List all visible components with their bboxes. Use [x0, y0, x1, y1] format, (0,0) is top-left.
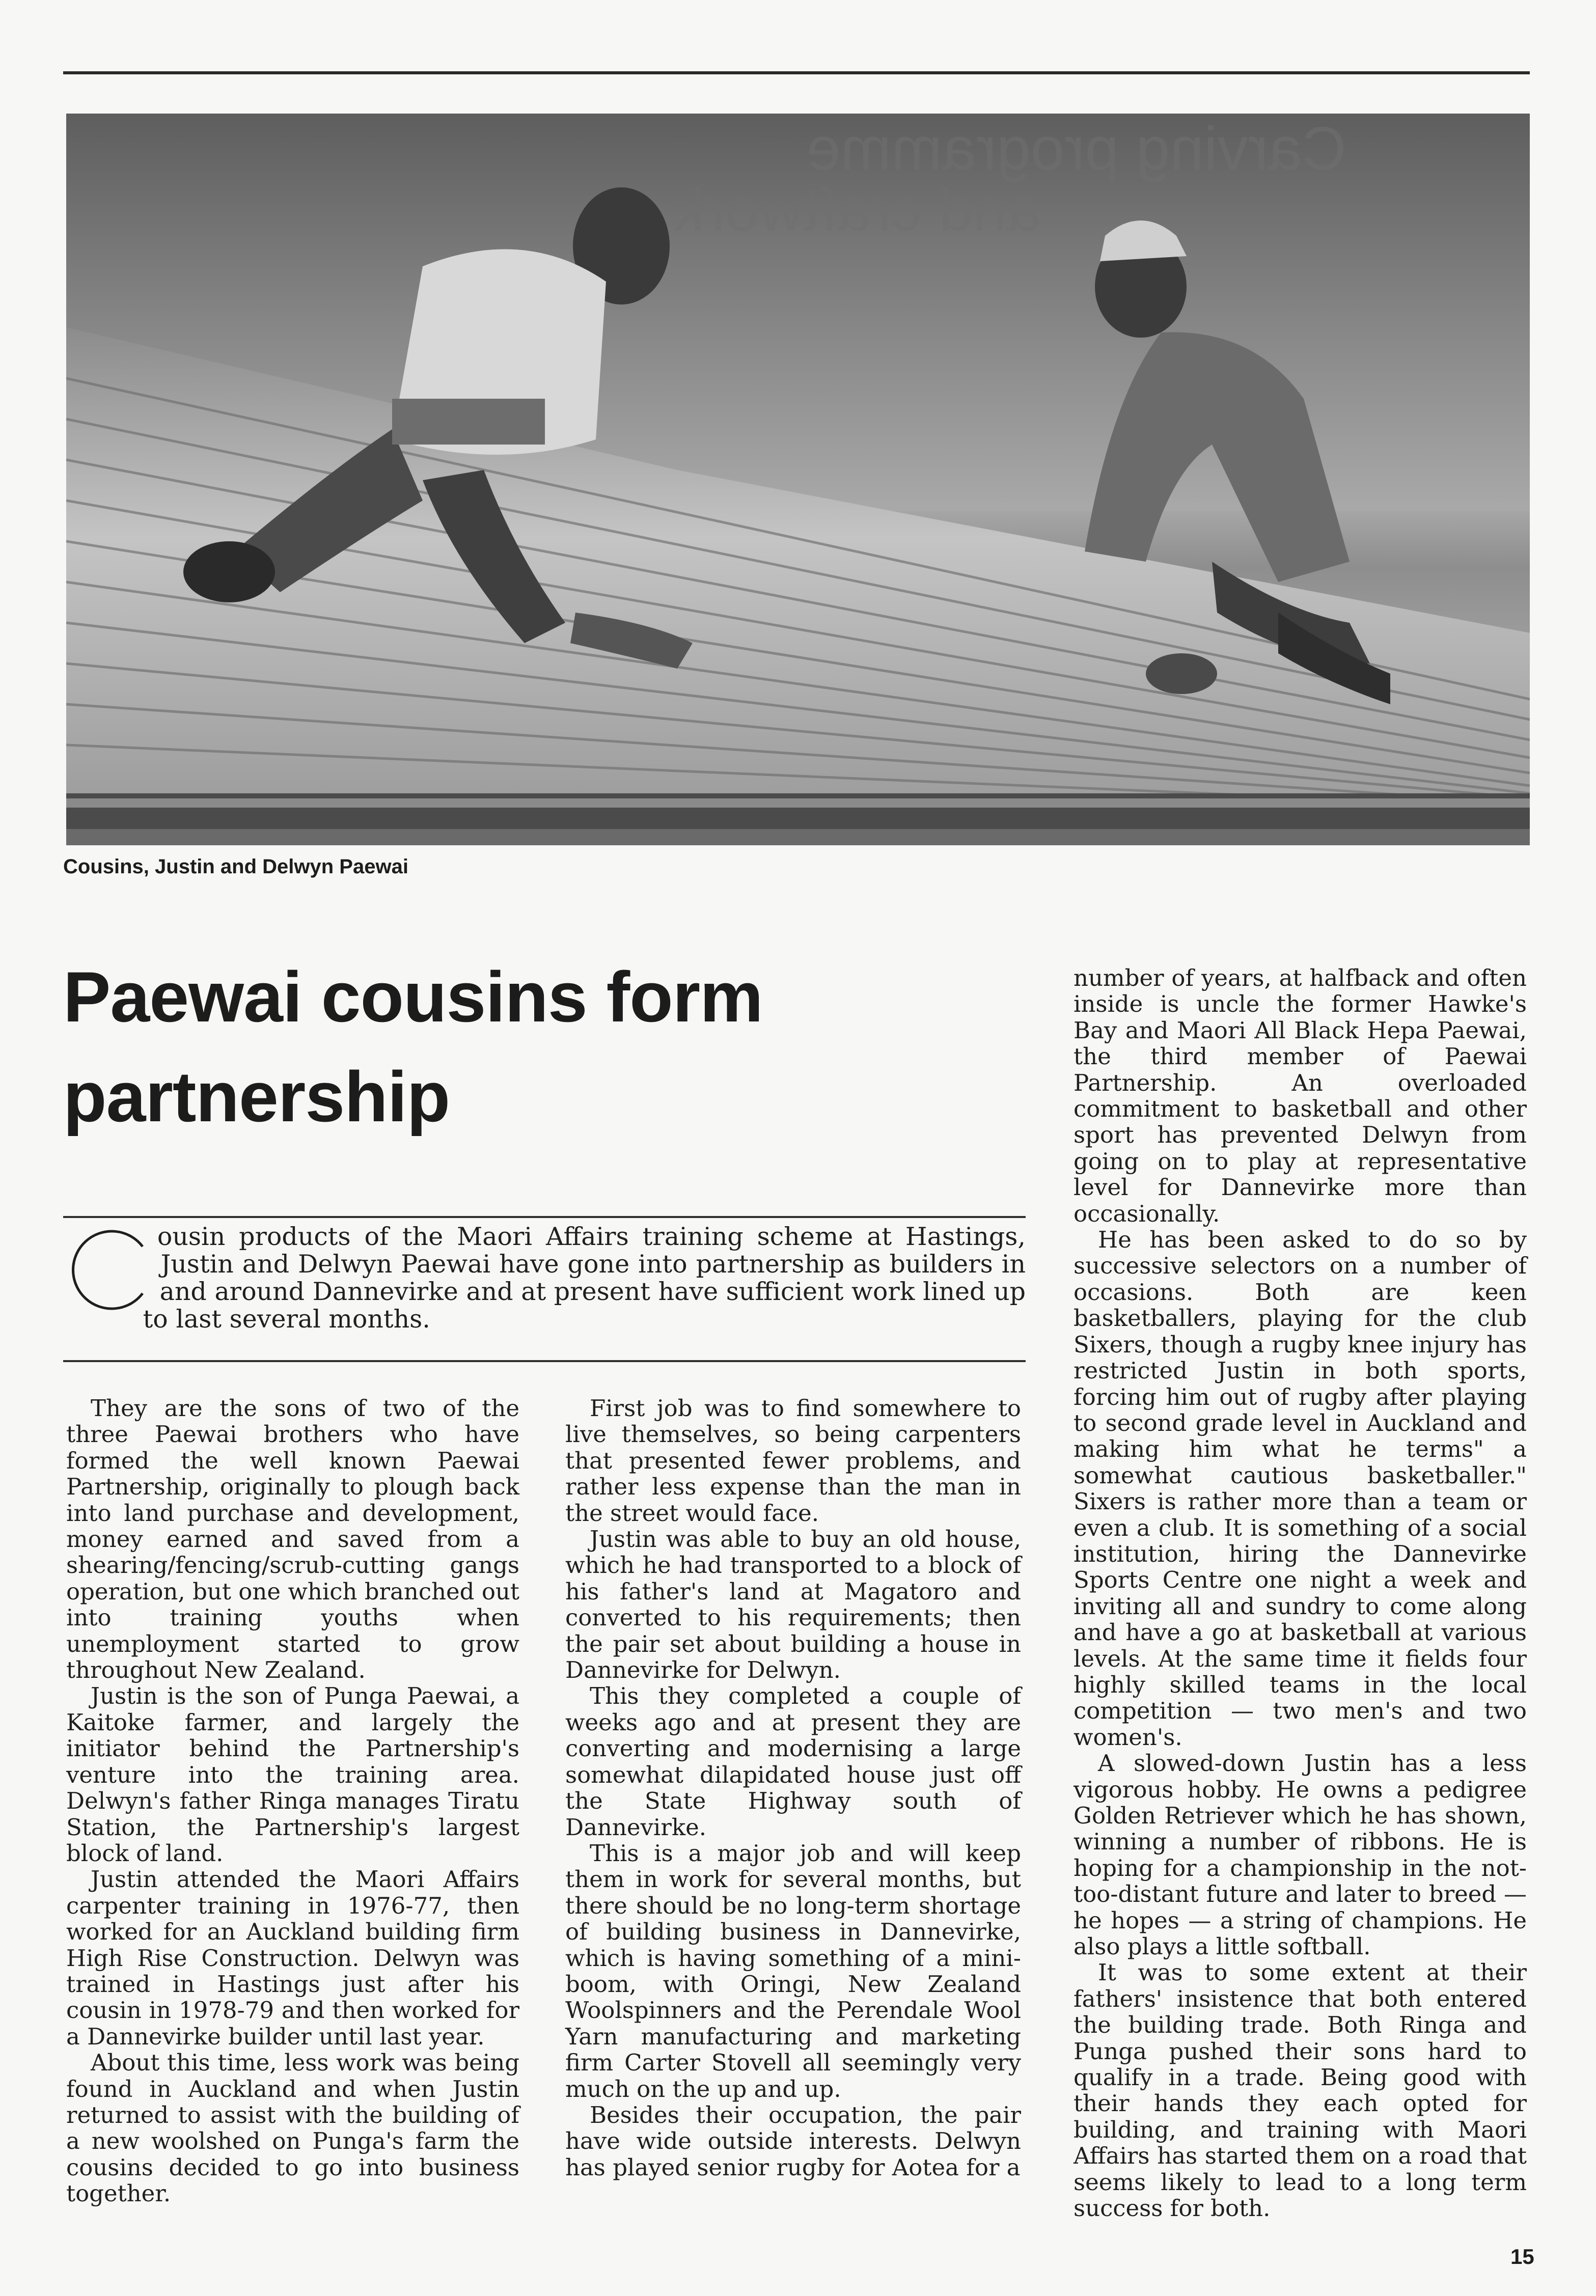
paragraph: Justin was able to buy an old house, which he had transported to a block of his father's land at Magatoro and converted to his requirements; then the pair set about building a house in Dannevirke for Delwyn. [565, 1526, 1021, 1684]
faint-through-text-line-2: and craftwork [674, 176, 1041, 244]
dropcap-letter: C [84, 1226, 139, 1305]
intro-top-rule [63, 1216, 1026, 1218]
article-column-3 [1074, 965, 1527, 2222]
intro-text: ousin products of the Maori Affairs training scheme at Hastings, Justin and Delwyn Paewai have gone into partnership as builders in and around Dannevirke and at present have sufficient work lined up to last several months. [143, 1222, 1026, 1334]
paragraph: First job was to find somewhere to live themselves, so being carpenters that presented fewer problems, and rather less expense than the man in the street would face. [565, 1395, 1021, 1527]
paragraph: They are the sons of two of the three Paewai brothers who have formed the well known Paewai Partnership, originally to plough back into land purchase and development, money earned and saved from a shearing/fencing/scrub-cutting gangs operation, but one which branched out into training youths when unemployment started to grow throughout New Zealand. [66, 1395, 519, 1684]
page-number: 15 [1510, 2245, 1534, 2269]
top-rule [63, 71, 1530, 74]
paragraph: Justin attended the Maori Affairs carpenter training in 1976-77, then worked for an Auckland building firm High Rise Construction. Delwyn was trained in Hastings just after his cousin in 1978-79 and then worked for a Dannevirke builder until last year. [66, 1866, 519, 2050]
paragraph: It was to some extent at their fathers' insistence that both entered the building trade. Both Ringa and Punga pushed their sons hard to qualify in a trade. Being good with their hands they each opted for building, and training with Maori Affairs has started them on a road that seems likely to lead to a long term success for both. [1074, 1959, 1527, 2222]
article-column-1 [66, 1395, 519, 2207]
dropcap [67, 1226, 155, 1314]
paragraph: number of years, at halfback and often inside is uncle the former Hawke's Bay and Maori All Black Hepa Paewai, the third member of Paewai Partnership. An overloaded commitment to basketball and other sport has prevented Delwyn from going on to play at representative level for Dannevirke more than occasionally. [1074, 964, 1527, 1227]
article-intro [63, 1223, 1026, 1333]
paragraph: He has been asked to do so by successive selectors on a number of occasions. Both are keen basketballers, playing for the club Sixers, though a rugby knee injury has restricted Justin in both sports, forcing him out of rugby after playing to second grade level in Auckland and making him what he terms" a somewhat cautious basketballer." Sixers is rather more than a team or even a club. It is something of a social institution, hiring the Dannevirke Sports Centre one night a week and inviting all and sundry to come along and have a go at basketball at various levels. At the same time it fields four highly skilled teams in the local competition — two men's and two women's. [1074, 1226, 1527, 1751]
intro-bottom-rule [63, 1360, 1026, 1362]
paragraph: A slowed-down Justin has a less vigorous hobby. He owns a pedigree Golden Retriever which he has shown, winning a number of ribbons. He is hoping for a championship in the not-too-distant future and later to breed — he hopes — a string of champions. He also plays a little softball. [1074, 1750, 1527, 1960]
article-photo [66, 114, 1530, 845]
paragraph: This they completed a couple of weeks ago and at present they are converting and modernising a large somewhat dilapidated house just off the State Highway south of Dannevirke. [565, 1682, 1021, 1841]
article-column-2 [565, 1395, 1021, 2180]
faint-through-text-line-1: Carving programme [806, 115, 1346, 183]
paragraph: This is a major job and will keep them in work for several months, but there should be no long-term shortage of building business in Dannevirke, which is having something of a mini-boom, with Oringi, New Zealand Woolspinners and the Perendale Wool Yarn manufacturing and marketing firm Carter Stovell all seemingly very much on the up and up. [565, 1839, 1021, 2103]
photo-caption: Cousins, Justin and Delwyn Paewai [63, 855, 408, 878]
paragraph: Justin is the son of Punga Paewai, a Kaitoke farmer, and largely the initiator behind the Partnership's venture into the training area. Delwyn's father Ringa manages Tiratu Station, the Partnership's largest block of land. [66, 1682, 519, 1867]
paragraph: About this time, less work was being found in Auckland and when Justin returned to assist with the building of a new woolshed on Punga's farm the cousins decided to go into business together. [66, 2049, 519, 2207]
article-headline: Paewai cousins form partnership [63, 957, 763, 1137]
paragraph: Besides their occupation, the pair have wide outside interests. Delwyn has played senior rugby for Aotea for a [565, 2101, 1021, 2181]
